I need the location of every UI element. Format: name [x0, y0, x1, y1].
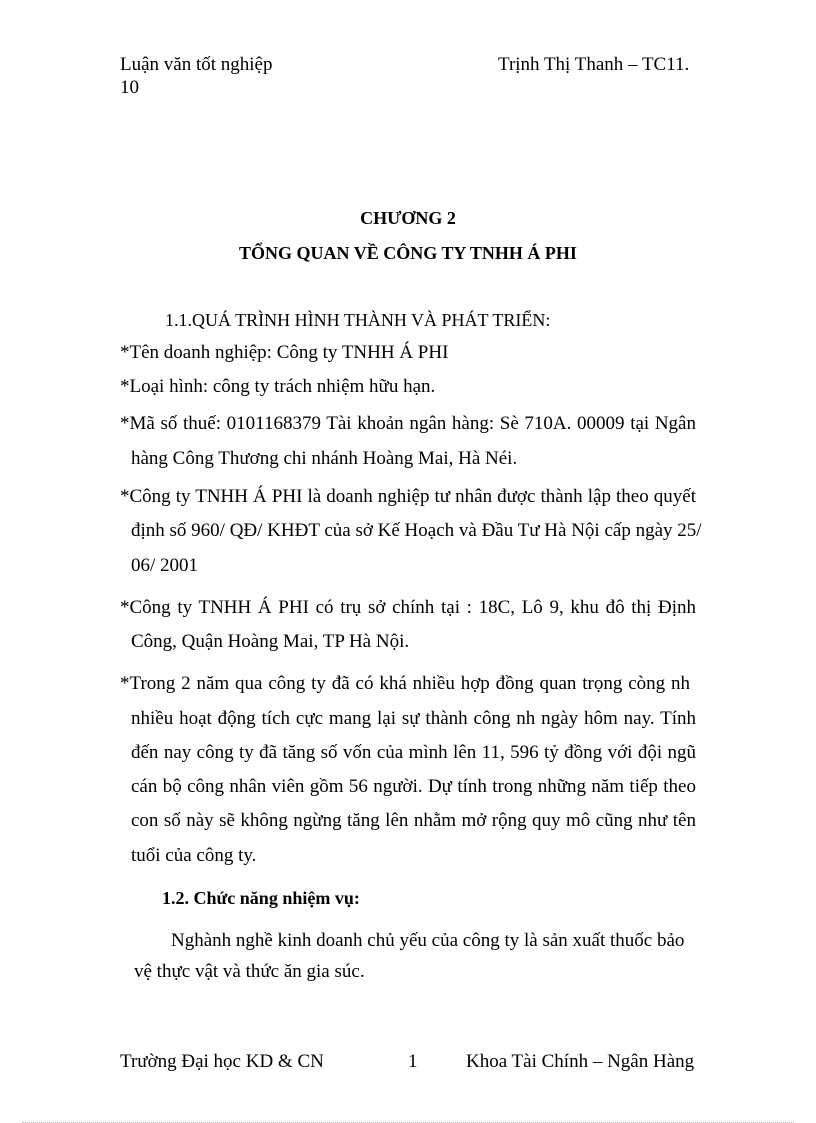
chapter-number: CHƯƠNG 2 [360, 208, 456, 228]
history-line-3: đến nay công ty đã tăng số vốn của mình lên 11, 596 tỷ đồng với đội ngũ [131, 742, 696, 763]
tax-code-line: *Mã số thuế: 0101168379 Tài khoản ngân hàng: Sè 710A. 00009 tại Ngân [120, 413, 696, 434]
history-line-5: con số này sẽ không ngừng tăng lên nhằm mở rộng quy mô cũng như tên [131, 810, 696, 831]
founding-line-2: định số 960/ QĐ/ KHĐT của sở Kế Hoạch và Đầu Tư Hà Nội cấp ngày 25/ [131, 520, 702, 541]
section-heading-1-1: 1.1.QUÁ TRÌNH HÌNH THÀNH VÀ PHÁT TRIỂN: [165, 310, 551, 330]
address-line-1: *Công ty TNHH Á PHI có trụ sở chính tại : 18C, Lô 9, khu đô thị Định [120, 597, 696, 618]
footer-left: Trường Đại học KD & CN [120, 1051, 324, 1072]
function-line-2: vệ thực vật và thức ăn gia súc. [134, 961, 365, 982]
function-line-1: Nghành nghề kinh doanh chủ yếu của công ty là sản xuất thuốc bảo [171, 930, 685, 951]
bank-line: hàng Công Thương chi nhánh Hoàng Mai, Hà Néi. [131, 448, 518, 469]
footer-right: Khoa Tài Chính – Ngân Hàng [466, 1051, 695, 1072]
founding-line-1: *Công ty TNHH Á PHI là doanh nghiệp tư nhân được thành lập theo quyết [120, 486, 696, 507]
section-heading-1-2: 1.2. Chức năng nhiệm vụ: [162, 888, 360, 908]
header-page-number: 10 [120, 77, 139, 98]
history-line-2: nhiều hoạt động tích cực mang lại sự thành công nh ngày hôm nay. Tính [131, 708, 696, 729]
address-line-2: Công, Quận Hoàng Mai, TP Hà Nội. [131, 631, 410, 652]
company-name-line: *Tên doanh nghiệp: Công ty TNHH Á PHI [120, 342, 449, 363]
history-line-1: *Trong 2 năm qua công ty đã có khá nhiều hợp đồng quan trọng còng nh [120, 673, 690, 694]
chapter-title: TỔNG QUAN VỀ CÔNG TY TNHH Á PHI [239, 243, 577, 263]
header-right: Trịnh Thị Thanh – TC11. [498, 54, 690, 75]
history-line-4: cán bộ công nhân viên gồm 56 người. Dự tính trong những năm tiếp theo [131, 776, 696, 797]
history-line-6: tuổi của công ty. [131, 845, 257, 866]
footer-page-number: 1 [408, 1051, 418, 1072]
header-left: Luận văn tốt nghiệp [120, 54, 273, 75]
company-type-line: *Loại hình: công ty trách nhiệm hữu hạn. [120, 376, 436, 397]
founding-line-3: 06/ 2001 [131, 555, 199, 576]
